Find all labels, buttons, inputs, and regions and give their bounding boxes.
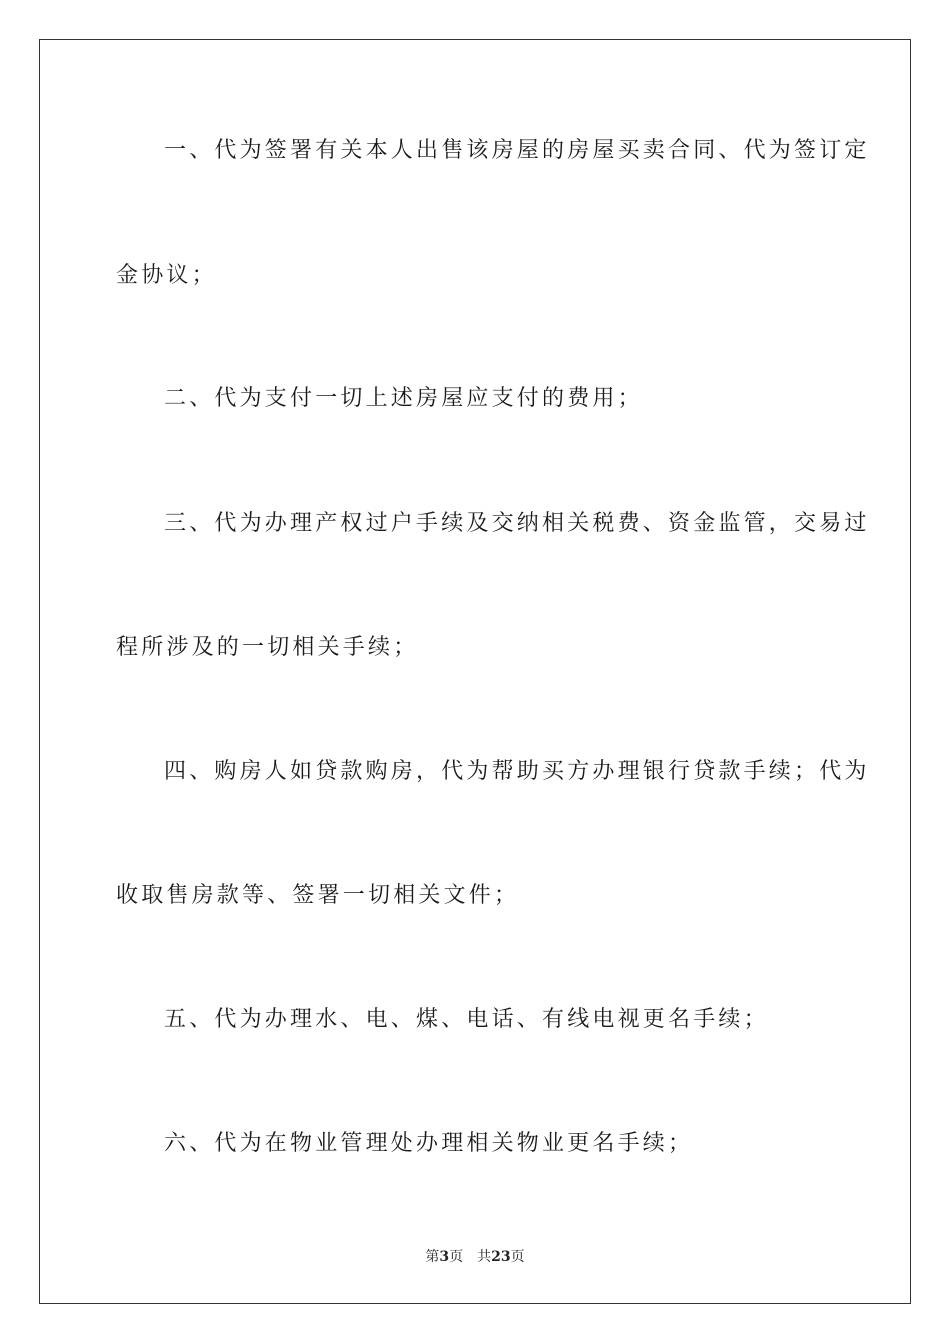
paragraph-4-line-2: 收取售房款等、签署一切相关文件； xyxy=(116,883,520,908)
paragraph-6-line-1: 六、代为在物业管理处办理相关物业更名手续； xyxy=(164,1131,694,1156)
page-footer xyxy=(0,1246,950,1266)
paragraph-1-line-2: 金协议； xyxy=(116,263,217,288)
footer-page-unit: 页 xyxy=(449,1249,464,1265)
footer-total-prefix: 共 xyxy=(477,1249,492,1265)
paragraph-5-line-1: 五、代为办理水、电、煤、电话、有线电视更名手续； xyxy=(164,1007,769,1032)
paragraph-2-line-1: 二、代为支付一切上述房屋应支付的费用； xyxy=(164,386,643,411)
paragraph-1-line-1: 一、代为签署有关本人出售该房屋的房屋买卖合同、代为签订定 xyxy=(164,138,870,163)
paragraph-3-line-2: 程所涉及的一切相关手续； xyxy=(116,635,419,660)
current-page-number: 3 xyxy=(439,1249,450,1265)
paragraph-4-line-1: 四、购房人如贷款购房，代为帮助买方办理银行贷款手续；代为 xyxy=(164,759,870,784)
page-frame xyxy=(39,39,911,1304)
paragraph-3-line-1: 三、代为办理产权过户手续及交纳相关税费、资金监管，交易过 xyxy=(164,511,870,536)
footer-total-unit: 页 xyxy=(510,1249,525,1265)
total-page-count: 23 xyxy=(491,1249,511,1265)
footer-prefix: 第 xyxy=(425,1249,440,1265)
